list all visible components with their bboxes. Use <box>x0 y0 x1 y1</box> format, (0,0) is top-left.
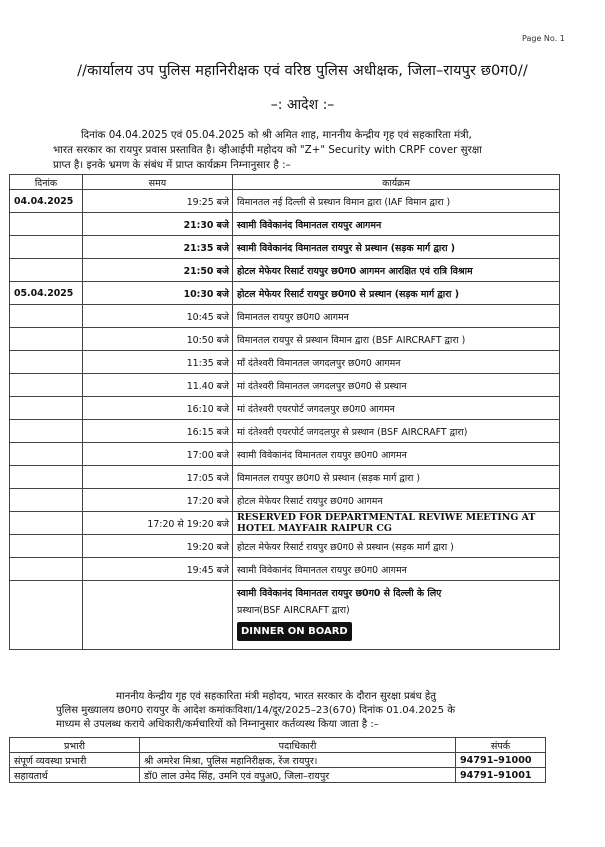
schedule-time: 16:10 बजे <box>83 397 233 420</box>
header-incharge: प्रभारी <box>10 738 140 753</box>
schedule-row <box>10 397 560 420</box>
schedule-date <box>10 305 83 328</box>
schedule-event: विमानतल रायपुर छ0ग0 आगमन <box>233 305 560 328</box>
schedule-date <box>10 581 83 650</box>
schedule-row <box>10 328 560 351</box>
intro-line: दिनांक 04.04.2025 एवं 05.04.2025 को श्री अमित शाह, माननीय केन्द्रीय गृह एवं सहकारिता मंत्री, <box>81 129 472 141</box>
departure-text: स्वामी विवेकानंद विमानतल रायपुर छ0ग0 से दिल्ली के लिए <box>237 588 442 599</box>
departure-text: प्रस्थान(BSF AIRCRAFT द्वारा) <box>237 605 350 616</box>
contacts-table <box>9 737 546 783</box>
header-contact: संपर्क <box>456 738 546 753</box>
contacts-header-row <box>10 738 546 753</box>
schedule-row <box>10 282 560 305</box>
schedule-row <box>10 213 560 236</box>
schedule-date <box>10 259 83 282</box>
schedule-date <box>10 213 83 236</box>
schedule-time: 10:50 बजे <box>83 328 233 351</box>
page-number: Page No. 1 <box>522 34 565 43</box>
schedule-date <box>10 535 83 558</box>
schedule-date <box>10 236 83 259</box>
schedule-time: 10:45 बजे <box>83 305 233 328</box>
schedule-table <box>9 174 560 650</box>
schedule-time: 19:25 बजे <box>83 190 233 213</box>
contact-phone: 94791–91000 <box>456 753 546 768</box>
schedule-time: 19:45 बजे <box>83 558 233 581</box>
schedule-row <box>10 466 560 489</box>
schedule-time: 17:20 बजे <box>83 489 233 512</box>
contact-officer: डॉ0 लाल उमेद सिंह, उमनि एवं वपुअ0, जिला–रायपुर <box>140 768 456 783</box>
schedule-date: 05.04.2025 <box>10 282 83 305</box>
schedule-event: स्वामी विवेकानंद विमानतल रायपुर छ0ग0 आगमन <box>233 558 560 581</box>
schedule-time: 11.40 बजे <box>83 374 233 397</box>
duty-line: माननीय केन्द्रीय गृह एवं सहकारिता मंत्री महोदय, भारत सरकार के दौरान सुरक्षा प्रबंध हेतु <box>116 691 437 702</box>
schedule-time: 21:30 बजे <box>83 213 233 236</box>
schedule-time: 21:50 बजे <box>83 259 233 282</box>
schedule-row <box>10 535 560 558</box>
schedule-row <box>10 351 560 374</box>
schedule-date <box>10 420 83 443</box>
schedule-date <box>10 443 83 466</box>
schedule-row <box>10 420 560 443</box>
schedule-row <box>10 489 560 512</box>
schedule-time: 17:00 बजे <box>83 443 233 466</box>
contact-role: संपूर्ण व्यवस्था प्रभारी <box>10 753 140 768</box>
office-heading: //कार्यालय उप पुलिस महानिरीक्षक एवं वरिष्ठ पुलिस अधीक्षक, जिला–रायपुर छ0ग0// <box>77 63 528 79</box>
schedule-date <box>10 489 83 512</box>
duty-paragraph <box>56 690 571 732</box>
schedule-row <box>10 558 560 581</box>
dinner-badge: DINNER ON BOARD <box>237 622 352 641</box>
schedule-date <box>10 466 83 489</box>
schedule-event: होटल मेफेयर रिसार्ट रायपुर छ0ग0 से प्रस्थान (सड़क मार्ग द्वारा ) <box>233 282 560 305</box>
schedule-time: 17:05 बजे <box>83 466 233 489</box>
schedule-date <box>10 351 83 374</box>
schedule-time: 21:35 बजे <box>83 236 233 259</box>
schedule-row-reserved <box>10 512 560 535</box>
schedule-date <box>10 374 83 397</box>
schedule-event: मां दंतेश्वरी एयरपोर्ट जगदलपुर छ0ग0 आगमन <box>233 397 560 420</box>
schedule-event: होटल मेफेयर रिसार्ट रायपुर छ0ग0 से प्रस्थान (सड़क मार्ग द्वारा ) <box>233 535 560 558</box>
schedule-event: विमानतल रायपुर छ0ग0 से प्रस्थान (सड़क मार्ग द्वारा ) <box>233 466 560 489</box>
order-heading: –: आदेश :– <box>270 97 335 113</box>
schedule-row-departure <box>10 581 560 650</box>
contacts-row <box>10 768 546 783</box>
schedule-event: विमानतल नई दिल्ली से प्रस्थान विमान द्वारा (IAF विमान द्वारा ) <box>233 190 560 213</box>
schedule-time: 19:20 बजे <box>83 535 233 558</box>
intro-paragraph <box>53 128 563 173</box>
schedule-event: मां दंतेश्वरी विमानतल जगदलपुर छ0ग0 से प्रस्थान <box>233 374 560 397</box>
schedule-date <box>10 328 83 351</box>
schedule-time: 11:35 बजे <box>83 351 233 374</box>
schedule-event: स्वामी विवेकानंद विमानतल रायपुर से प्रस्थान (सड़क मार्ग द्वारा ) <box>233 236 560 259</box>
contact-role: सहायतार्थ <box>10 768 140 783</box>
schedule-row <box>10 190 560 213</box>
schedule-date <box>10 558 83 581</box>
schedule-event <box>233 581 560 650</box>
contacts-row <box>10 753 546 768</box>
schedule-header-row <box>10 175 560 190</box>
schedule-date <box>10 512 83 535</box>
intro-line: भारत सरकार का रायपुर प्रवास प्रस्तावित है। व्हीआईपी महोदय को "Z+" Security with CRPF cover सुरक्षा <box>53 144 482 156</box>
schedule-row <box>10 443 560 466</box>
schedule-event: विमानतल रायपुर से प्रस्थान विमान द्वारा (BSF AIRCRAFT द्वारा ) <box>233 328 560 351</box>
header-event: कार्यक्रम <box>233 175 560 190</box>
schedule-event: होटल मेफेयर रिसार्ट रायपुर छ0ग0 आगमन <box>233 489 560 512</box>
schedule-time <box>83 581 233 650</box>
schedule-row <box>10 374 560 397</box>
contact-officer: श्री अमरेश मिश्रा, पुलिस महानिरीक्षक, रेंज रायपुर। <box>140 753 456 768</box>
schedule-time: 17:20 से 19:20 बजे <box>83 512 233 535</box>
header-date: दिनांक <box>10 175 83 190</box>
schedule-event: स्वामी विवेकानंद विमानतल रायपुर आगमन <box>233 213 560 236</box>
reserved-text: RESERVED FOR DEPARTMENTAL REVIWE MEETING AT <box>237 512 536 523</box>
schedule-row <box>10 236 560 259</box>
header-time: समय <box>83 175 233 190</box>
intro-line: प्राप्त है। इनके भ्रमण के संबंध में प्राप्त कार्यक्रम निम्नानुसार है :– <box>53 159 291 171</box>
schedule-event: मां दंतेश्वरी एयरपोर्ट जगदलपुर से प्रस्थान (BSF AIRCRAFT द्वारा) <box>233 420 560 443</box>
schedule-event: माँ दंतेश्वरी विमानतल जगदलपुर छ0ग0 आगमन <box>233 351 560 374</box>
schedule-event: स्वामी विवेकानंद विमानतल रायपुर छ0ग0 आगमन <box>233 443 560 466</box>
reserved-text: HOTEL MAYFAIR RAIPUR CG <box>237 523 392 534</box>
schedule-date: 04.04.2025 <box>10 190 83 213</box>
schedule-event <box>233 512 560 535</box>
header-officer: पदाधिकारी <box>140 738 456 753</box>
schedule-row <box>10 259 560 282</box>
schedule-time: 10:30 बजे <box>83 282 233 305</box>
contact-phone: 94791–91001 <box>456 768 546 783</box>
duty-line: माध्यम से उपलब्ध कराये अधिकारी/कर्मचारियों को निम्नानुसार कर्तव्यस्थ किया जाता है :– <box>56 719 379 730</box>
schedule-event: होटल मेफेयर रिसार्ट रायपुर छ0ग0 आगमन आरक्षित एवं रात्रि विश्राम <box>233 259 560 282</box>
duty-line: पुलिस मुख्यालय छ0ग0 रायपुर के आदेश कमांकःविशा/14/दूर/2025–23(670) दिनांक 01.04.2025 के <box>56 705 455 716</box>
schedule-row <box>10 305 560 328</box>
schedule-date <box>10 397 83 420</box>
schedule-time: 16:15 बजे <box>83 420 233 443</box>
